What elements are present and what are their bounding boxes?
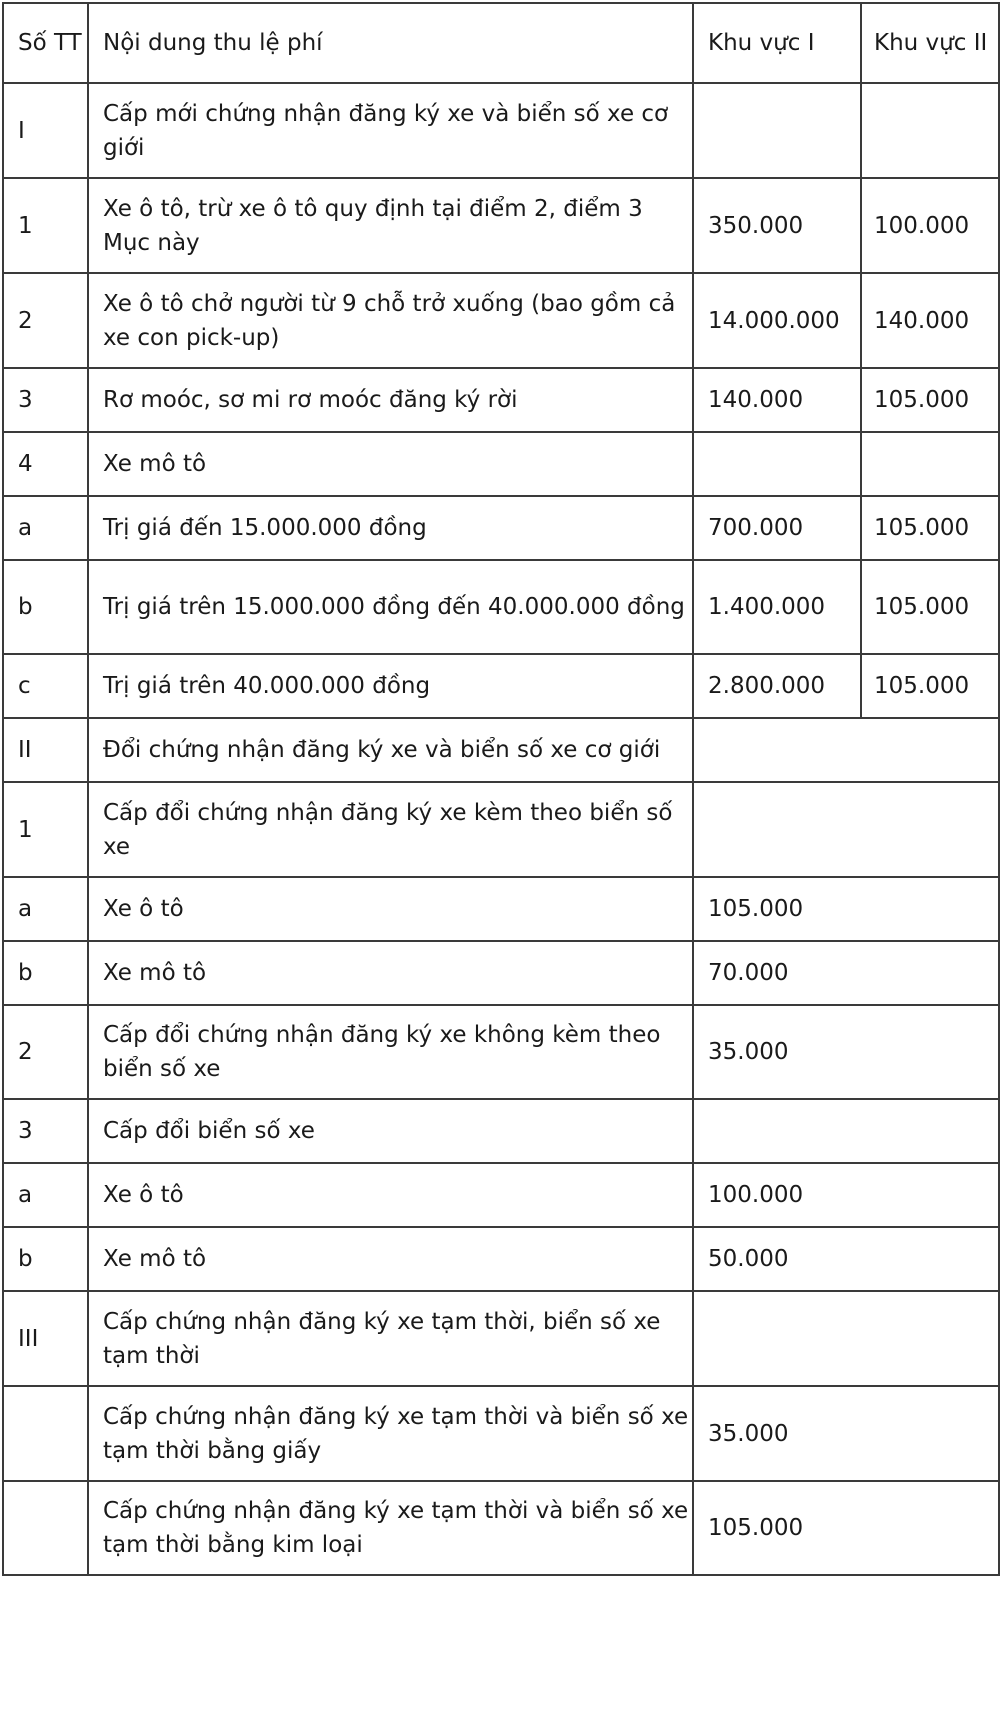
table-header-row [3, 3, 999, 83]
table-row [3, 1386, 999, 1481]
stt-cell: 1 [3, 782, 88, 877]
content-cell: Trị giá trên 15.000.000 đồng đến 40.000.000 đồng [88, 560, 693, 654]
content-cell: Cấp đổi chứng nhận đăng ký xe kèm theo biển số xe [88, 782, 693, 877]
merged-value-cell: 105.000 [693, 877, 999, 941]
khu-vuc-2-cell: 140.000 [861, 273, 999, 368]
table-row [3, 273, 999, 368]
khu-vuc-1-cell [693, 83, 861, 178]
stt-cell: b [3, 560, 88, 654]
merged-value-cell [693, 718, 999, 782]
khu-vuc-1-cell [693, 432, 861, 496]
khu-vuc-1-cell: 14.000.000 [693, 273, 861, 368]
table-row [3, 178, 999, 273]
stt-cell: I [3, 83, 88, 178]
khu-vuc-1-cell: 1.400.000 [693, 560, 861, 654]
table-row [3, 718, 999, 782]
content-cell: Trị giá trên 40.000.000 đồng [88, 654, 693, 718]
khu-vuc-2-cell: 100.000 [861, 178, 999, 273]
stt-cell [3, 1481, 88, 1575]
stt-cell: a [3, 1163, 88, 1227]
merged-value-cell: 70.000 [693, 941, 999, 1005]
table-row [3, 1227, 999, 1291]
stt-cell: 2 [3, 1005, 88, 1099]
stt-cell: II [3, 718, 88, 782]
stt-cell: 3 [3, 1099, 88, 1163]
stt-cell: III [3, 1291, 88, 1386]
stt-cell: 2 [3, 273, 88, 368]
table-row [3, 83, 999, 178]
merged-value-cell: 50.000 [693, 1227, 999, 1291]
content-cell: Cấp mới chứng nhận đăng ký xe và biển số xe cơ giới [88, 83, 693, 178]
merged-value-cell: 35.000 [693, 1005, 999, 1099]
khu-vuc-2-cell: 105.000 [861, 560, 999, 654]
table-row [3, 1005, 999, 1099]
table-row [3, 654, 999, 718]
content-cell: Xe ô tô [88, 877, 693, 941]
table-row [3, 560, 999, 654]
content-cell: Xe ô tô, trừ xe ô tô quy định tại điểm 2, điểm 3 Mục này [88, 178, 693, 273]
content-cell: Cấp đổi biển số xe [88, 1099, 693, 1163]
content-cell: Cấp chứng nhận đăng ký xe tạm thời và biển số xe tạm thời bằng giấy [88, 1386, 693, 1481]
table-row [3, 1099, 999, 1163]
header-stt: Số TT [3, 3, 88, 83]
merged-value-cell: 105.000 [693, 1481, 999, 1575]
content-cell: Rơ moóc, sơ mi rơ moóc đăng ký rời [88, 368, 693, 432]
header-khu-vuc-1: Khu vực I [693, 3, 861, 83]
khu-vuc-1-cell: 2.800.000 [693, 654, 861, 718]
content-cell: Cấp đổi chứng nhận đăng ký xe không kèm theo biển số xe [88, 1005, 693, 1099]
header-khu-vuc-2: Khu vực II [861, 3, 999, 83]
merged-value-cell [693, 1291, 999, 1386]
content-cell: Xe mô tô [88, 432, 693, 496]
stt-cell: 4 [3, 432, 88, 496]
stt-cell: 1 [3, 178, 88, 273]
content-cell: Cấp chứng nhận đăng ký xe tạm thời, biển số xe tạm thời [88, 1291, 693, 1386]
header-content: Nội dung thu lệ phí [88, 3, 693, 83]
khu-vuc-2-cell: 105.000 [861, 654, 999, 718]
stt-cell: 3 [3, 368, 88, 432]
table-row [3, 432, 999, 496]
stt-cell: a [3, 877, 88, 941]
merged-value-cell [693, 782, 999, 877]
table-row [3, 782, 999, 877]
khu-vuc-2-cell [861, 432, 999, 496]
table-row [3, 877, 999, 941]
content-cell: Trị giá đến 15.000.000 đồng [88, 496, 693, 560]
content-cell: Xe ô tô [88, 1163, 693, 1227]
content-cell: Xe mô tô [88, 1227, 693, 1291]
content-cell: Cấp chứng nhận đăng ký xe tạm thời và biển số xe tạm thời bằng kim loại [88, 1481, 693, 1575]
khu-vuc-1-cell: 140.000 [693, 368, 861, 432]
table-row [3, 1481, 999, 1575]
fee-table [2, 2, 1000, 1576]
khu-vuc-1-cell: 700.000 [693, 496, 861, 560]
khu-vuc-2-cell [861, 83, 999, 178]
stt-cell [3, 1386, 88, 1481]
content-cell: Đổi chứng nhận đăng ký xe và biển số xe cơ giới [88, 718, 693, 782]
stt-cell: b [3, 941, 88, 1005]
stt-cell: a [3, 496, 88, 560]
khu-vuc-1-cell: 350.000 [693, 178, 861, 273]
content-cell: Xe ô tô chở người từ 9 chỗ trở xuống (bao gồm cả xe con pick-up) [88, 273, 693, 368]
table-row [3, 496, 999, 560]
table-row [3, 368, 999, 432]
merged-value-cell: 100.000 [693, 1163, 999, 1227]
merged-value-cell: 35.000 [693, 1386, 999, 1481]
table-row [3, 941, 999, 1005]
khu-vuc-2-cell: 105.000 [861, 368, 999, 432]
khu-vuc-2-cell: 105.000 [861, 496, 999, 560]
merged-value-cell [693, 1099, 999, 1163]
stt-cell: c [3, 654, 88, 718]
stt-cell: b [3, 1227, 88, 1291]
table-row [3, 1163, 999, 1227]
content-cell: Xe mô tô [88, 941, 693, 1005]
table-row [3, 1291, 999, 1386]
